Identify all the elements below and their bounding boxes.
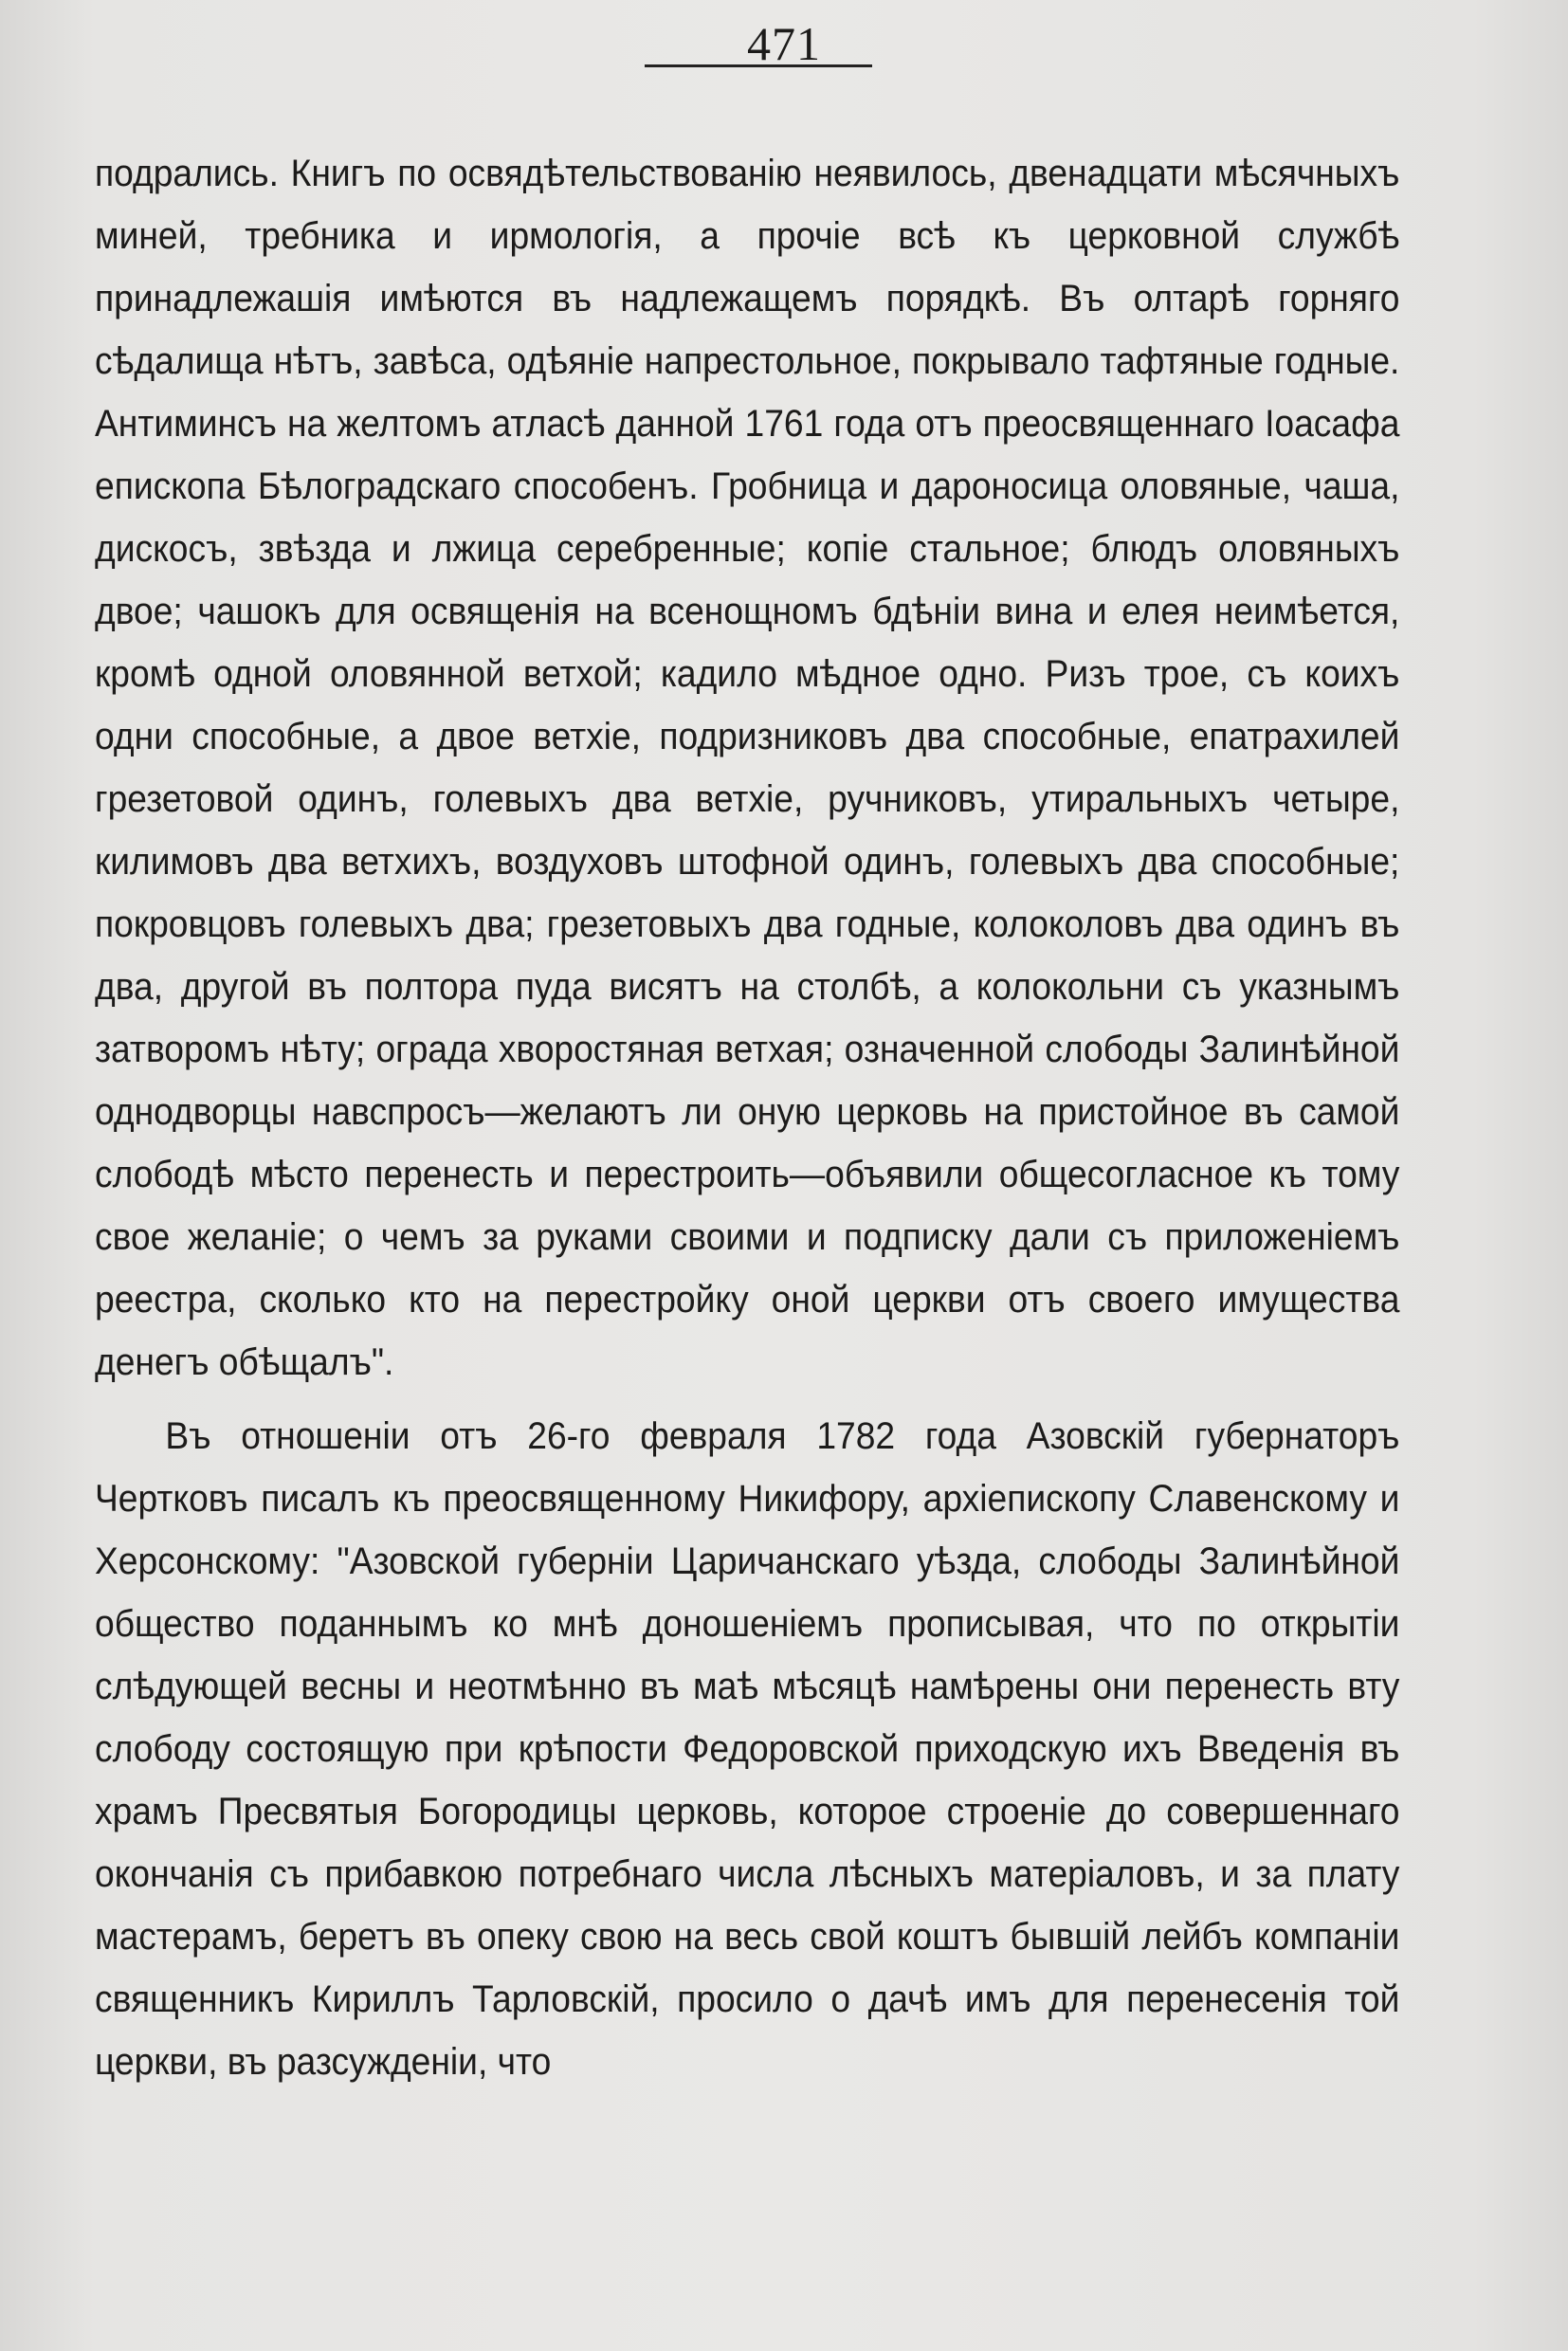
page-number-rule	[645, 64, 872, 67]
body-text	[95, 142, 1399, 2093]
page-number: 471	[747, 17, 821, 70]
paragraph: Въ отношенiи отъ 26-го февраля 1782 года Азовскiй губернаторъ Чертковъ писалъ къ преосвященному Никифору, архiепископу Славенскому и Херсонскому: "Азовской губернiи Царичанскаго уѣзда, слободы Залинѣйной общество поданнымъ ко мнѣ доношенiемъ прописывая, что по открытiи слѣдующей весны и неотмѣнно въ маѣ мѣсяцѣ намѣрены они перенесть вту слободу состоящую при крѣпости Федоровской приходскую ихъ Введенiя въ храмъ Пресвятыя Богородицы церковь, которое строенiе до совершеннаго окончанiя съ прибавкою потребнаго числа лѣсныхъ матерiаловъ, и за плату мастерамъ, беретъ въ опеку свою на весь свой коштъ бывшiй лейбъ компанiи священникъ Кириллъ Тарловскiй, просило о дачѣ имъ для перенесенiя той церкви, въ разсужденiи, что	[95, 1415, 1400, 2083]
paragraph: подрались. Книгъ по освядѣтельствованiю неявилось, двенадцати мѣсячныхъ миней, требника и ирмологiя, а прочiе всѣ къ церковной службѣ принадлежашiя имѣются въ надлежащемъ порядкѣ. Въ олтарѣ горняго сѣдалища нѣтъ, завѣса, одѣянiе напрестольное, покрывало тафтяные годные. Антиминсъ на желтомъ атласѣ данной 1761 года отъ преосвященнаго Iоасафа епископа Бѣлоградскаго способенъ. Гробница и дароносица оловяные, чаша, дискосъ, звѣзда и лжица серебренные; копiе стальное; блюдъ оловяныхъ двое; чашокъ для освященiя на всенощномъ бдѣнiи вина и елея неимѣется, кромѣ одной оловянной ветхой; кадило мѣдное одно. Ризъ трое, съ коихъ одни способные, а двое ветхiе, подризниковъ два способные, епатрахилей грезетовой одинъ, голевыхъ два ветхiе, ручниковъ, утиральныхъ четыре, килимовъ два ветхихъ, воздуховъ штофной одинъ, голевыхъ два способные; покровцовъ голевыхъ два; грезетовыхъ два годные, колоколовъ два одинъ въ два, другой въ полтора пуда висятъ на столбѣ, а колокольни съ указнымъ затворомъ нѣту; ограда хворостяная ветхая; означенной слободы Залинѣйной однодворцы навспросъ—желаютъ ли оную церковь на пристойное въ самой слободѣ мѣсто перенесть и перестроить—объявили общесогласное къ тому свое желанiе; о чемъ за руками своими и подписку дали съ приложенiемъ реестра, сколько кто на перестройку оной церкви отъ своего имущества денегъ обѣщалъ".	[95, 153, 1400, 1383]
